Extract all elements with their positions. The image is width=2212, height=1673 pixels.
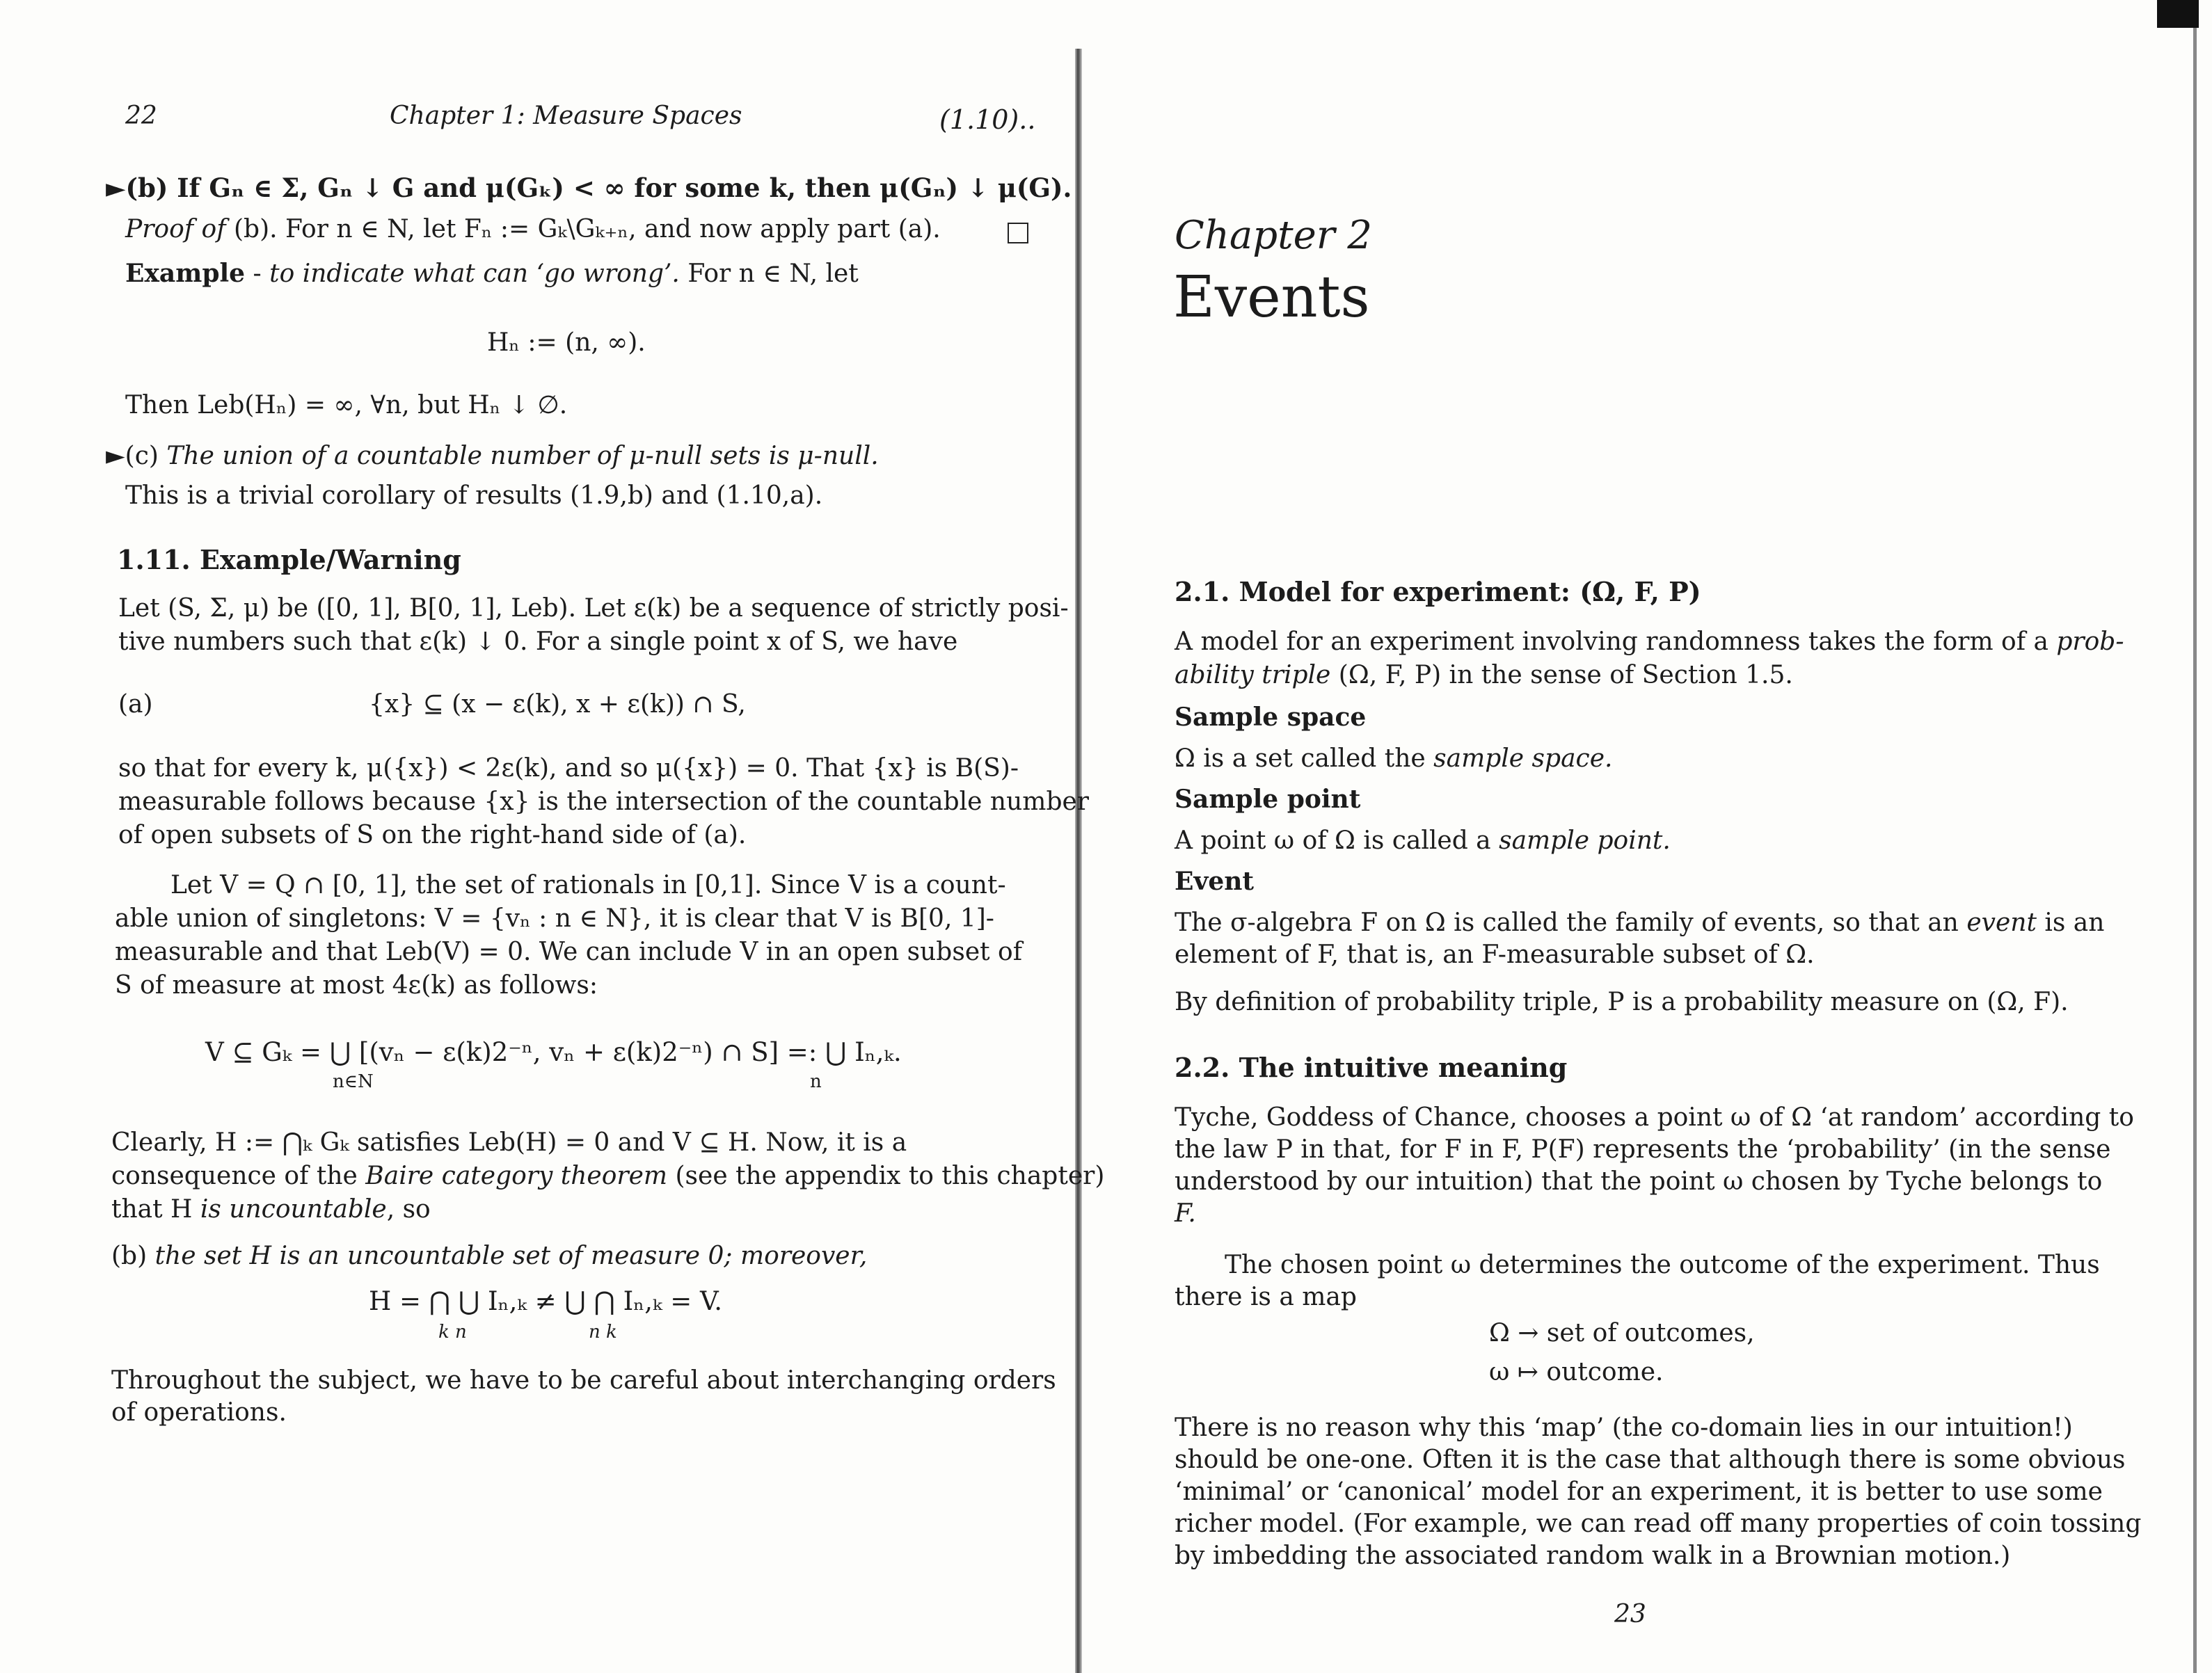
left-page: [0, 0, 1105, 1673]
event-line1: [1175, 907, 2104, 939]
eq-a: {x} ⊆ (x − ε(k), x + ε(k)) ∩ S,: [369, 690, 746, 719]
s22-line4: F.: [1175, 1199, 1196, 1228]
part-c-text: The union of a countable number of μ-null sets is μ-null.: [166, 442, 879, 470]
event-line1-a: The σ-algebra F on Ω is called the family of events, so that an: [1175, 908, 1967, 937]
sample-point-heading: Sample point: [1175, 785, 1361, 814]
running-head: Chapter 1: Measure Spaces: [390, 102, 742, 130]
s22-line1: Tyche, Goddess of Chance, chooses a point ω of Ω ‘at random’ according to: [1175, 1103, 2134, 1132]
eq-v: V ⊆ Gₖ = ⋃ [(vₙ − ε(k)2⁻ⁿ, vₙ + ε(k)2⁻ⁿ) ∩ S] =: ⋃ Iₙ,ₖ.: [205, 1037, 902, 1067]
part-c-follow: This is a trivial corollary of results (1.9,b) and (1.10,a).: [125, 481, 823, 510]
example-label: Example: [125, 259, 246, 288]
chapter-label: Chapter 2: [1175, 213, 1372, 258]
event-heading: Event: [1175, 867, 1255, 896]
eq-h-sub1: k n: [438, 1322, 467, 1343]
baire-theorem: Baire category theorem: [365, 1162, 668, 1190]
eq-h: H = ⋂ ⋃ Iₙ,ₖ ≠ ⋃ ⋂ Iₙ,ₖ = V.: [369, 1286, 723, 1316]
page-number-right: 23: [1614, 1600, 1646, 1628]
page-number-left: 22: [125, 102, 157, 130]
s22-p3-line1: There is no reason why this ‘map’ (the co-domain lies in our intuition!): [1175, 1414, 2073, 1442]
sample-space-a: Ω is a set called the: [1175, 744, 1434, 773]
section-heading-2-1: 2.1. Model for experiment: (Ω, F, P): [1175, 576, 1701, 607]
part-b-statement: ►(b) If Gₙ ∈ Σ, Gₙ ↓ G and μ(Gₖ) < ∞ for some k, then μ(Gₙ) ↓ μ(G).: [106, 173, 1072, 203]
definition-line: By definition of probability triple, P is a probability measure on (Ω, F).: [1175, 988, 2069, 1016]
example-italic: to indicate what can ‘go wrong’.: [269, 259, 680, 288]
chapter-title: Events: [1173, 264, 1370, 330]
s22-p3-line3: ‘minimal’ or ‘canonical’ model for an experiment, it is better to use some: [1175, 1478, 2103, 1506]
map-line1: Ω → set of outcomes,: [1489, 1319, 1755, 1347]
example-dash: -: [245, 259, 270, 288]
event-word: event: [1966, 908, 2037, 937]
proof-text: (b). For n ∈ N, let Fₙ := Gₖ\Gₖ₊ₙ, and now apply part (a).: [234, 215, 941, 243]
part-c-line: [106, 440, 879, 472]
sample-space-b: sample space.: [1433, 744, 1613, 773]
section-heading-2-2: 2.2. The intuitive meaning: [1175, 1052, 1568, 1083]
para4-line3-c: , so: [386, 1195, 431, 1224]
s21-line1-b: prob-: [2056, 627, 2124, 656]
sample-point-text: [1175, 825, 1671, 857]
event-line2: element of F, that is, an F-measurable subset of Ω.: [1175, 940, 1815, 969]
para4-line2: [111, 1160, 1104, 1192]
example-tail: For n ∈ N, let: [679, 259, 859, 288]
para4-line3: [111, 1194, 431, 1226]
map-line2: ω ↦ outcome.: [1489, 1358, 1664, 1386]
s22-line3: understood by our intuition) that the point ω chosen by Tyche belongs to: [1175, 1167, 2103, 1196]
section-heading-1-11: 1.11. Example/Warning: [117, 544, 461, 575]
sample-space-text: [1175, 743, 1612, 775]
s22-p2-line1: The chosen point ω determines the outcome of the experiment. Thus: [1225, 1251, 2100, 1279]
para5-line2: of operations.: [111, 1398, 287, 1427]
para3-line1: Let V = Q ∩ [0, 1], the set of rationals in [0,1]. Since V is a count-: [170, 871, 1006, 899]
para4-line3-a: that H: [111, 1195, 200, 1224]
s22-p3-line2: should be one-one. Often it is the case that although there is some obvious: [1175, 1446, 2126, 1474]
s21-line1: [1175, 626, 2124, 658]
section-ref: (1.10)..: [939, 104, 1036, 135]
s22-p2-line2: there is a map: [1175, 1283, 1357, 1311]
para4-line2-c: (see the appendix to this chapter): [667, 1162, 1105, 1190]
hn-equation: Hₙ := (n, ∞).: [487, 328, 646, 357]
s22-p3-line5: by imbedding the associated random walk in a Brownian motion.): [1175, 1542, 2011, 1570]
para5-line1: Throughout the subject, we have to be careful about interchanging orders: [111, 1366, 1056, 1395]
eq-v-sub2: n: [810, 1071, 822, 1092]
s21-line2-b: (Ω, F, P) in the sense of Section 1.5.: [1330, 661, 1793, 689]
s22-p3-line4: richer model. (For example, we can read off many properties of coin tossing: [1175, 1510, 2142, 1538]
para4-line2-a: consequence of the: [111, 1162, 366, 1190]
para3-line3: measurable and that Leb(V) = 0. We can include V in an open subset of: [115, 938, 1023, 966]
para4-line1: Clearly, H := ⋂ₖ Gₖ satisfies Leb(H) = 0 and V ⊆ H. Now, it is a: [111, 1128, 907, 1157]
para1-line1: Let (S, Σ, μ) be ([0, 1], B[0, 1], Leb). Let ε(k) be a sequence of strictly posi-: [118, 594, 1069, 623]
s21-line1-a: A model for an experiment involving randomness takes the form of a: [1175, 627, 2057, 656]
then-line: Then Leb(Hₙ) = ∞, ∀n, but Hₙ ↓ ∅.: [125, 391, 568, 419]
is-uncountable: is uncountable: [200, 1195, 387, 1224]
example-line: [125, 257, 859, 290]
sample-point-b: sample point.: [1499, 826, 1671, 855]
proof-label: Proof of: [125, 215, 226, 243]
s21-line2: [1175, 659, 1793, 691]
part-b2-line: [111, 1240, 867, 1272]
eq-h-sub2: n k: [589, 1322, 617, 1343]
s22-line2: the law P in that, for F in F, P(F) represents the ‘probability’ (in the sense: [1175, 1135, 2111, 1164]
para2-line3: of open subsets of S on the right-hand side of (a).: [118, 821, 747, 849]
right-page: [1099, 0, 2212, 1673]
event-line1-c: is an: [2036, 908, 2105, 937]
para3-line2: able union of singletons: V = {vₙ : n ∈ N}, it is clear that V is B[0, 1]-: [115, 904, 994, 933]
para1-line2: tive numbers such that ε(k) ↓ 0. For a single point x of S, we have: [118, 627, 958, 656]
proof-line: [125, 214, 941, 246]
para2-line1: so that for every k, μ({x}) < 2ε(k), and so μ({x}) = 0. That {x} is B(S)-: [118, 754, 1019, 783]
sample-point-a: A point ω of Ω is called a: [1175, 826, 1499, 855]
s21-line2-a: ability triple: [1175, 661, 1331, 689]
eq-v-sub1: n∈N: [333, 1071, 374, 1092]
eq-a-label: (a): [118, 690, 153, 719]
sample-space-heading: Sample space: [1175, 703, 1367, 732]
part-b2-label: (b): [111, 1242, 155, 1270]
part-c-marker: ►(c): [106, 442, 167, 470]
part-b2-text: the set H is an uncountable set of measure 0; moreover,: [154, 1242, 868, 1270]
para2-line2: measurable follows because {x} is the intersection of the countable number: [118, 787, 1089, 816]
qed-box: [1008, 223, 1028, 243]
para3-line4: S of measure at most 4ε(k) as follows:: [115, 971, 598, 1000]
